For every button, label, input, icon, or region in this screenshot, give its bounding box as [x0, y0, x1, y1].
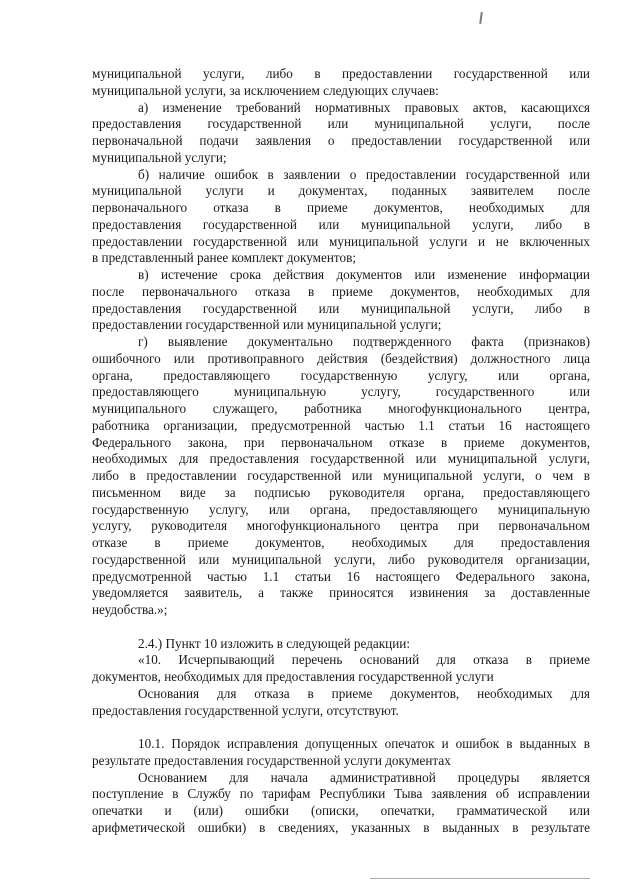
text-line: государственной или муниципальной услуги, либо руководителя организации, — [92, 551, 590, 567]
text-line: опечатки и (или) ошибки (описки, опечатки, грамматической или — [92, 803, 590, 818]
text-line: ошибочного или противоправного действия (бездействия) должностного лица — [92, 350, 590, 366]
text-line: муниципальной услуги, либо в предоставлении государственной или — [92, 66, 590, 81]
text-line: уведомляется заявитель, а также приносятся извинения за доставленные — [92, 585, 590, 601]
text-line: г) выявление документально подтвержденного факта (признаков) — [138, 334, 590, 349]
text-line: первоначальной подачи заявления о предоставлении государственной или — [92, 133, 590, 148]
text-line: после первоначального отказа в приеме документов, необходимых для — [92, 283, 590, 299]
text-line: неудобства.»; — [92, 602, 168, 617]
paragraph-gap — [92, 619, 590, 636]
text-line: услугу, руководителя многофункционального центра при первоначальном — [92, 518, 590, 534]
text-line: первоначального отказа в приеме документов, необходимых для — [92, 200, 590, 215]
text-line: отказе в приеме документов, необходимых для предоставления — [92, 535, 590, 550]
text-line: предоставляющего муниципальную услугу, государственного или — [92, 384, 590, 400]
text-line: Федерального закона, при первоначальном отказе в приеме документов, — [92, 434, 590, 450]
text-line: муниципальной услуги; — [92, 149, 227, 165]
bottom-scan-line — [370, 878, 590, 879]
text-line: предоставления государственной или муниципальной услуги, либо в — [92, 300, 590, 316]
text-line: письменном виде за подписью руководителя органа, предоставляющего — [92, 484, 590, 500]
text-line: либо в предоставлении государственной или муниципальной услуги, о чем в — [92, 468, 590, 483]
text-line: 10.1. Порядок исправления допущенных опечаток и ошибок в выданных в — [138, 736, 590, 751]
text-line: Основания для отказа в приеме документов, необходимых для — [138, 685, 590, 701]
text-line: в представленный ранее комплект документов; — [92, 250, 356, 266]
text-line: предусмотренной частью 1.1 статьи 16 настоящего Федерального закона, — [92, 568, 590, 584]
paragraph-gap — [92, 719, 590, 736]
text-line: поступление в Службу по тарифам Республики Тыва заявления об исправлении — [92, 786, 590, 802]
text-line: муниципального служащего, работника многофункционального центра, — [92, 401, 590, 416]
text-line: муниципальной услуги, за исключением следующих случаев: — [92, 82, 439, 98]
text-line: арифметической ошибки) в сведениях, указанных в выданных в результате — [92, 819, 590, 835]
text-line: предоставлении государственной или муниципальной услуги; — [92, 317, 442, 333]
text-line: предоставления государственной услуги, отсутствуют. — [92, 702, 399, 718]
text-line: предоставления государственной или муниципальной услуги, после — [92, 116, 590, 132]
text-line: результате предоставления государственной услуги документах — [92, 752, 451, 768]
text-line: работника организации, предусмотренной частью 1.1 статьи 16 настоящего — [92, 417, 590, 433]
text-line: предоставлении государственной или муниципальной услуги и не включенных — [92, 233, 590, 249]
scan-artifact-mark — [479, 12, 483, 24]
text-line: 2.4.) Пункт 10 изложить в следующей редакции: — [138, 635, 411, 651]
text-line: в) истечение срока действия документов или изменение информации — [138, 267, 590, 282]
text-line: государственную услугу, или органа, предоставляющего муниципальную — [92, 501, 590, 517]
text-line: предоставления государственной или муниципальной услуги, либо в — [92, 216, 590, 232]
text-line: муниципальной услуги и документах, поданных заявителем после — [92, 183, 590, 199]
text-line: Основанием для начала административной процедуры является — [138, 769, 590, 785]
text-line: необходимых для предоставления государственной или муниципальной услуги, — [92, 451, 590, 467]
text-line: «10. Исчерпывающий перечень оснований для отказа в приеме — [138, 652, 590, 668]
text-line: б) наличие ошибок в заявлении о предоставлении государственной или — [138, 166, 590, 182]
text-line: органа, предоставляющего государственную услугу, или органа, — [92, 367, 590, 383]
text-line: документов, необходимых для предоставления государственной услуги — [92, 669, 494, 684]
text-line: а) изменение требований нормативных правовых актов, касающихся — [138, 99, 590, 115]
document-page-body — [92, 66, 590, 837]
